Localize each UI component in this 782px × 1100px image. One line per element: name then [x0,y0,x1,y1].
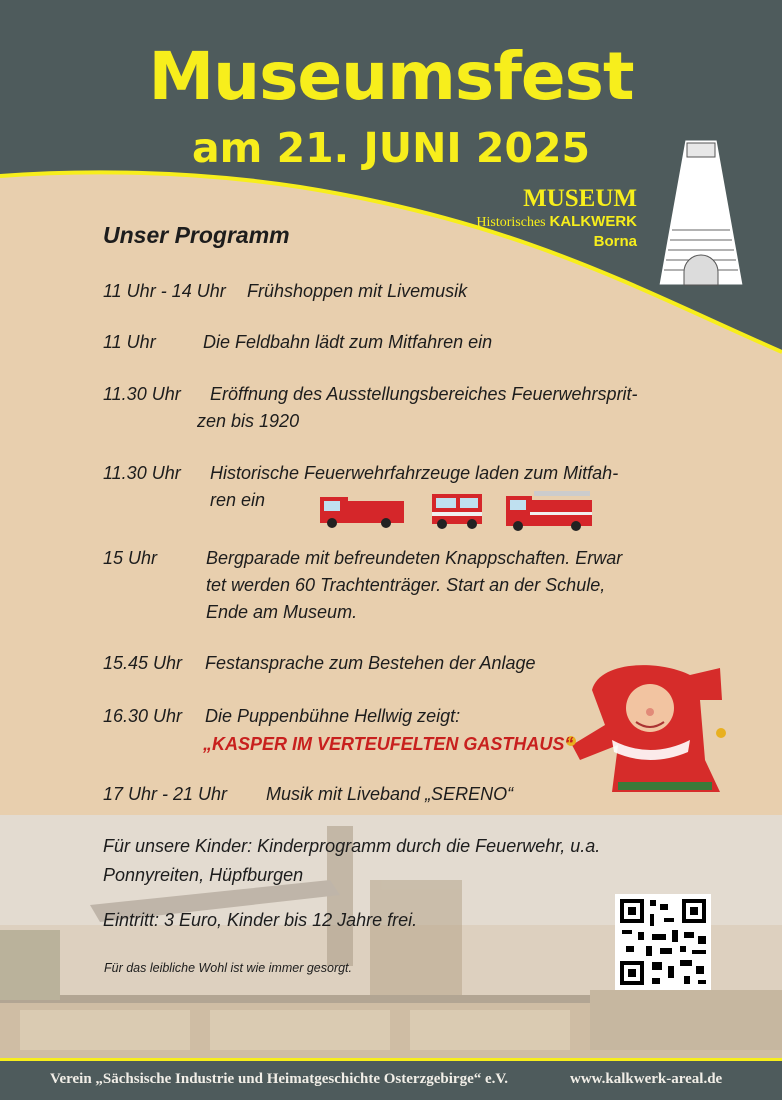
footer-divider [0,1058,782,1061]
program-desc: Musik mit Liveband „SERENO“ [266,784,514,804]
event-date: am 21. JUNI 2025 [191,124,591,172]
kids-line: Ponnyreiten, Hüpfburgen [103,865,304,885]
program-time: 16.30 Uhr [103,706,183,726]
program-desc: tet werden 60 Trachtenträger. Start an der Schule, [206,575,606,595]
footer [0,1058,782,1100]
program-time: 11.30 Uhr [103,463,181,483]
program-time: 17 Uhr - 21 Uhr [103,784,228,804]
program-desc: Die Feldbahn lädt zum Mitfahren ein [203,332,493,352]
food-note: Für das leibliche Wohl ist wie immer gesorgt. [104,961,352,975]
logo-museum: MUSEUM [523,185,637,212]
program-heading: Unser Programm [103,222,290,248]
program-time: 15 Uhr [103,548,158,568]
program-desc: ren ein [210,490,266,510]
kids-program [103,832,600,890]
footer-association: Verein „Sächsische Industrie und Heimatgeschichte Osterzgebirge“ e.V. [50,1071,509,1087]
program-time: 15.45 Uhr [103,653,183,673]
program-desc: Festansprache zum Bestehen der Anlage [205,653,536,673]
program-desc: Bergparade mit befreundeten Knappschaften. Erwar [206,548,623,568]
program-desc: Die Puppenbühne Hellwig zeigt: [205,706,461,726]
program-desc: Ende am Museum. [206,602,358,622]
logo-kalkwerk: KALKWERK [549,213,637,230]
program-time: 11 Uhr [103,332,156,352]
museum-logo [476,186,637,251]
logo-borna: Borna [593,233,637,250]
program-time: 11.30 Uhr [103,384,181,404]
program-desc: Eröffnung des Ausstellungsbereiches Feuerwehrsprit- [210,384,638,404]
program-time: 11 Uhr - 14 Uhr [103,281,226,301]
kids-line: Für unsere Kinder: Kinderprogramm durch die Feuerwehr, u.a. [103,836,601,856]
fire-truck-icon [432,494,482,529]
logo-subtitle [476,212,637,232]
logo-historisches: Historisches [476,215,546,230]
qr-code-icon [615,894,711,990]
kasper-title: „KASPER IM VERTEUFELTEN GASTHAUS“ [203,734,574,754]
footer-website-link[interactable]: www.kalkwerk-areal.de [570,1071,723,1087]
program-desc: Historische Feuerwehrfahrzeuge laden zum Mitfah- [210,463,619,483]
page-title: Museumsfest [148,38,634,115]
program-desc: zen bis 1920 [197,411,300,431]
program-desc: Frühshoppen mit Livemusik [247,281,468,301]
entry-fee: Eintritt: 3 Euro, Kinder bis 12 Jahre frei. [103,910,418,930]
